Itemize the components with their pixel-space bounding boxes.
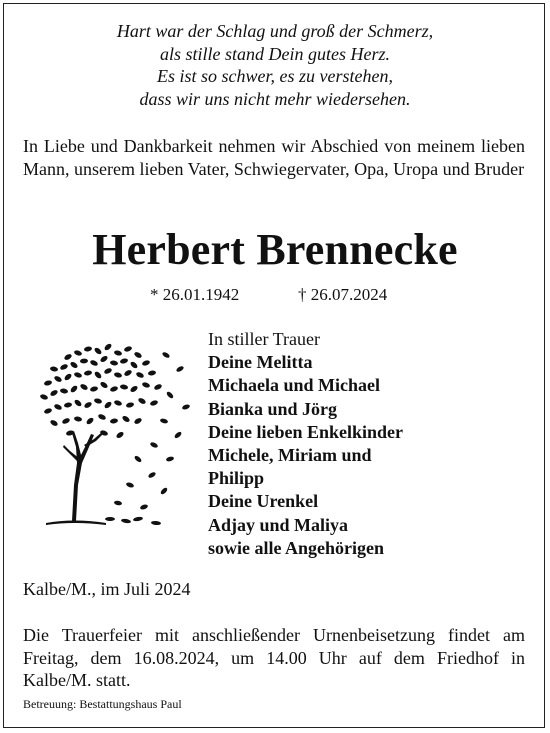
service-line: Die Trauerfeier mit anschließender Urnenbeisetzung findet am bbox=[23, 625, 525, 645]
place-and-date: Kalbe/M., im Juli 2024 bbox=[23, 579, 191, 599]
mourner-name: Deine Urenkel bbox=[208, 491, 319, 512]
poem bbox=[0, 20, 550, 110]
mourner-name: Philipp bbox=[208, 468, 265, 489]
intro-line: In Liebe und Dankbarkeit nehmen wir Abschied von meinem bbox=[23, 136, 482, 156]
mourners-list bbox=[208, 328, 403, 560]
mourner-name: Bianka und Jörg bbox=[208, 398, 338, 419]
tree-with-falling-leaves-icon bbox=[34, 335, 199, 535]
service-line: Freitag, dem 16.08.2024, um 14.00 Uhr auf dem Friedhof in bbox=[23, 647, 525, 668]
death-date: † 26.07.2024 bbox=[298, 285, 388, 304]
mourner-name: sowie alle Angehörigen bbox=[208, 537, 384, 558]
mourner-name: Adjay und Maliya bbox=[208, 514, 349, 535]
birth-date: * 26.01.1942 bbox=[150, 285, 240, 304]
intro-text bbox=[23, 135, 525, 180]
mourner-name: Michaela und Michael bbox=[208, 375, 380, 396]
intro-line: lieben Mann, unserem lieben Vater, Schwiegervater, Opa, Uropa bbox=[23, 136, 525, 179]
funeral-service-info bbox=[23, 624, 525, 692]
intro-line: und Bruder bbox=[442, 158, 525, 179]
undertaker-credit: Betreuung: Bestattungshaus Paul bbox=[23, 697, 182, 711]
mourner-name: Deine Melitta bbox=[208, 352, 313, 373]
poem-line: Es ist so schwer, es zu verstehen, bbox=[157, 66, 393, 86]
deceased-name: Herbert Brennecke bbox=[92, 225, 458, 274]
poem-line: dass wir uns nicht mehr wiedersehen. bbox=[139, 88, 411, 109]
mourner-name: Michele, Miriam und bbox=[208, 445, 372, 466]
poem-line: Hart war der Schlag und groß der Schmerz, bbox=[116, 21, 434, 41]
mourners-intro: In stiller Trauer bbox=[208, 329, 320, 349]
mourner-name: Deine lieben Enkelkinder bbox=[208, 421, 404, 442]
service-line: Kalbe/M. statt. bbox=[23, 670, 131, 690]
poem-line: als stille stand Dein gutes Herz. bbox=[160, 43, 390, 64]
